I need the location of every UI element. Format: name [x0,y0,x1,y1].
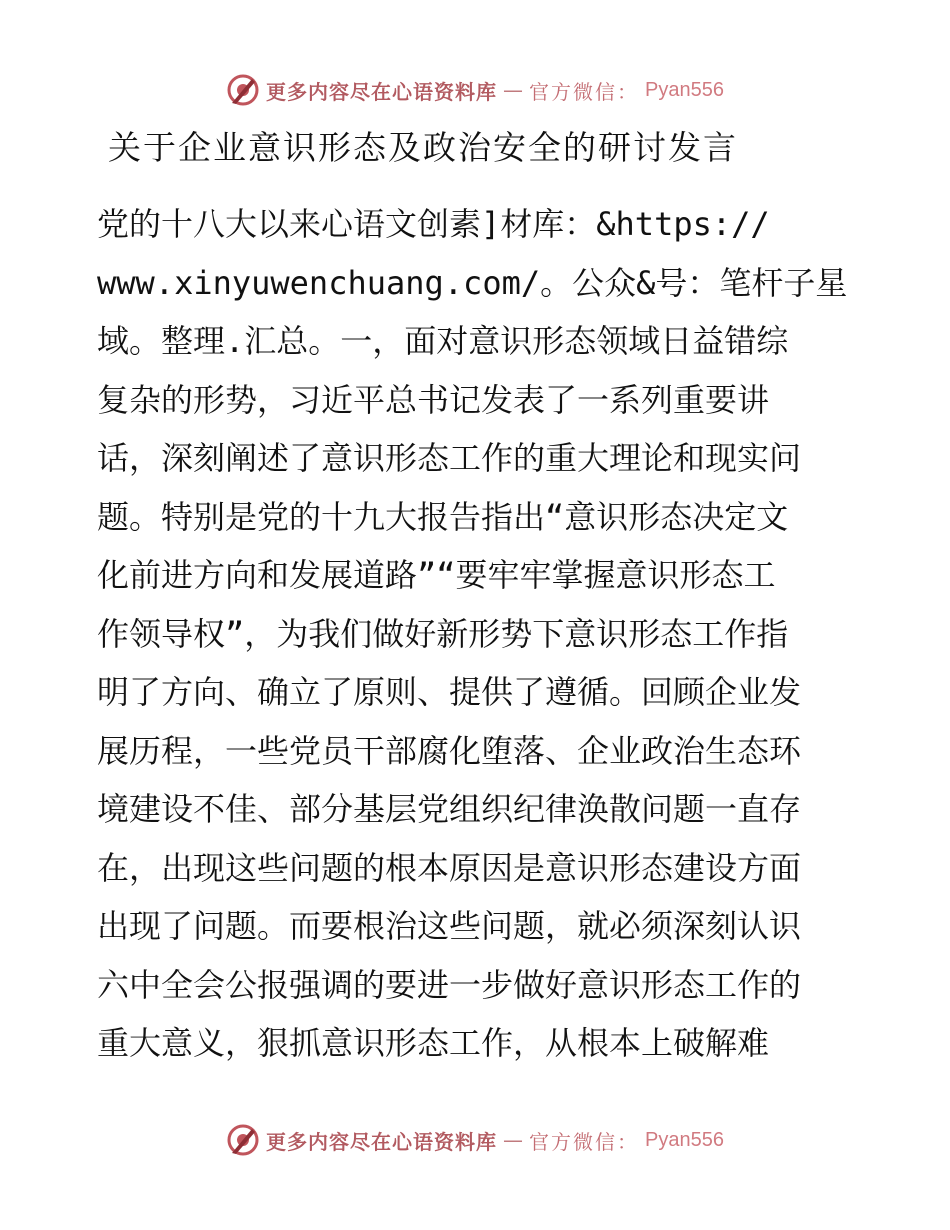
watermark-separator: — [503,78,524,102]
footer-watermark [0,1120,950,1160]
body-line: 在，出现这些问题的根本原因是意识形态建设方面 [97,848,802,887]
body-line: 化前进方向和发展道路”“要牢牢掌握意识形态工 [97,556,776,594]
document-body [97,195,857,1073]
document-title: 关于企业意识形态及政治安全的研讨发言 [108,128,738,167]
quill-logo-icon [226,73,260,107]
body-line: 党的十八大以来心语文创素]材库：&https:// [97,205,770,243]
body-line: 重大意义，狠抓意识形态工作，从根本上破解难 [97,1024,770,1062]
body-line: 境建设不佳、部分基层党组织纪律涣散问题一直存 [97,790,802,828]
body-line: www.xinyuwenchuang.com/。公众&号：笔杆子星 [97,263,848,302]
watermark-wechat-label: 官方微信： [529,1129,640,1154]
body-line: 题。特别是党的十九大报告指出“意识形态决定文 [97,497,789,536]
watermark-separator: — [503,1128,524,1152]
body-line: 作领导权”，为我们做好新形势下意识形态工作指 [97,614,789,653]
body-line: 展历程，一些党员干部腐化堕落、企业政治生态环 [97,731,802,770]
body-line: 出现了问题。而要根治这些问题，就必须深刻认识 [97,907,802,945]
body-line: 六中全会公报强调的要进一步做好意识形态工作的 [97,965,802,1004]
watermark-wechat-id: Pyan556 [645,78,724,101]
watermark-wechat-label: 官方微信： [529,79,640,104]
watermark-site-text: 更多内容尽在心语资料库 [266,1129,498,1154]
body-line: 复杂的形势，习近平总书记发表了一系列重要讲 [97,380,770,419]
watermark-wechat-id: Pyan556 [645,1128,724,1151]
header-watermark [0,70,950,110]
body-line: 域。整理.汇总。一，面对意识形态领域日益错综 [97,322,789,360]
body-line: 明了方向、确立了原则、提供了遵循。回顾企业发 [97,673,802,711]
watermark-site-text: 更多内容尽在心语资料库 [266,79,498,104]
body-line: 话，深刻阐述了意识形态工作的重大理论和现实问 [97,439,802,477]
quill-logo-icon [226,1123,260,1157]
